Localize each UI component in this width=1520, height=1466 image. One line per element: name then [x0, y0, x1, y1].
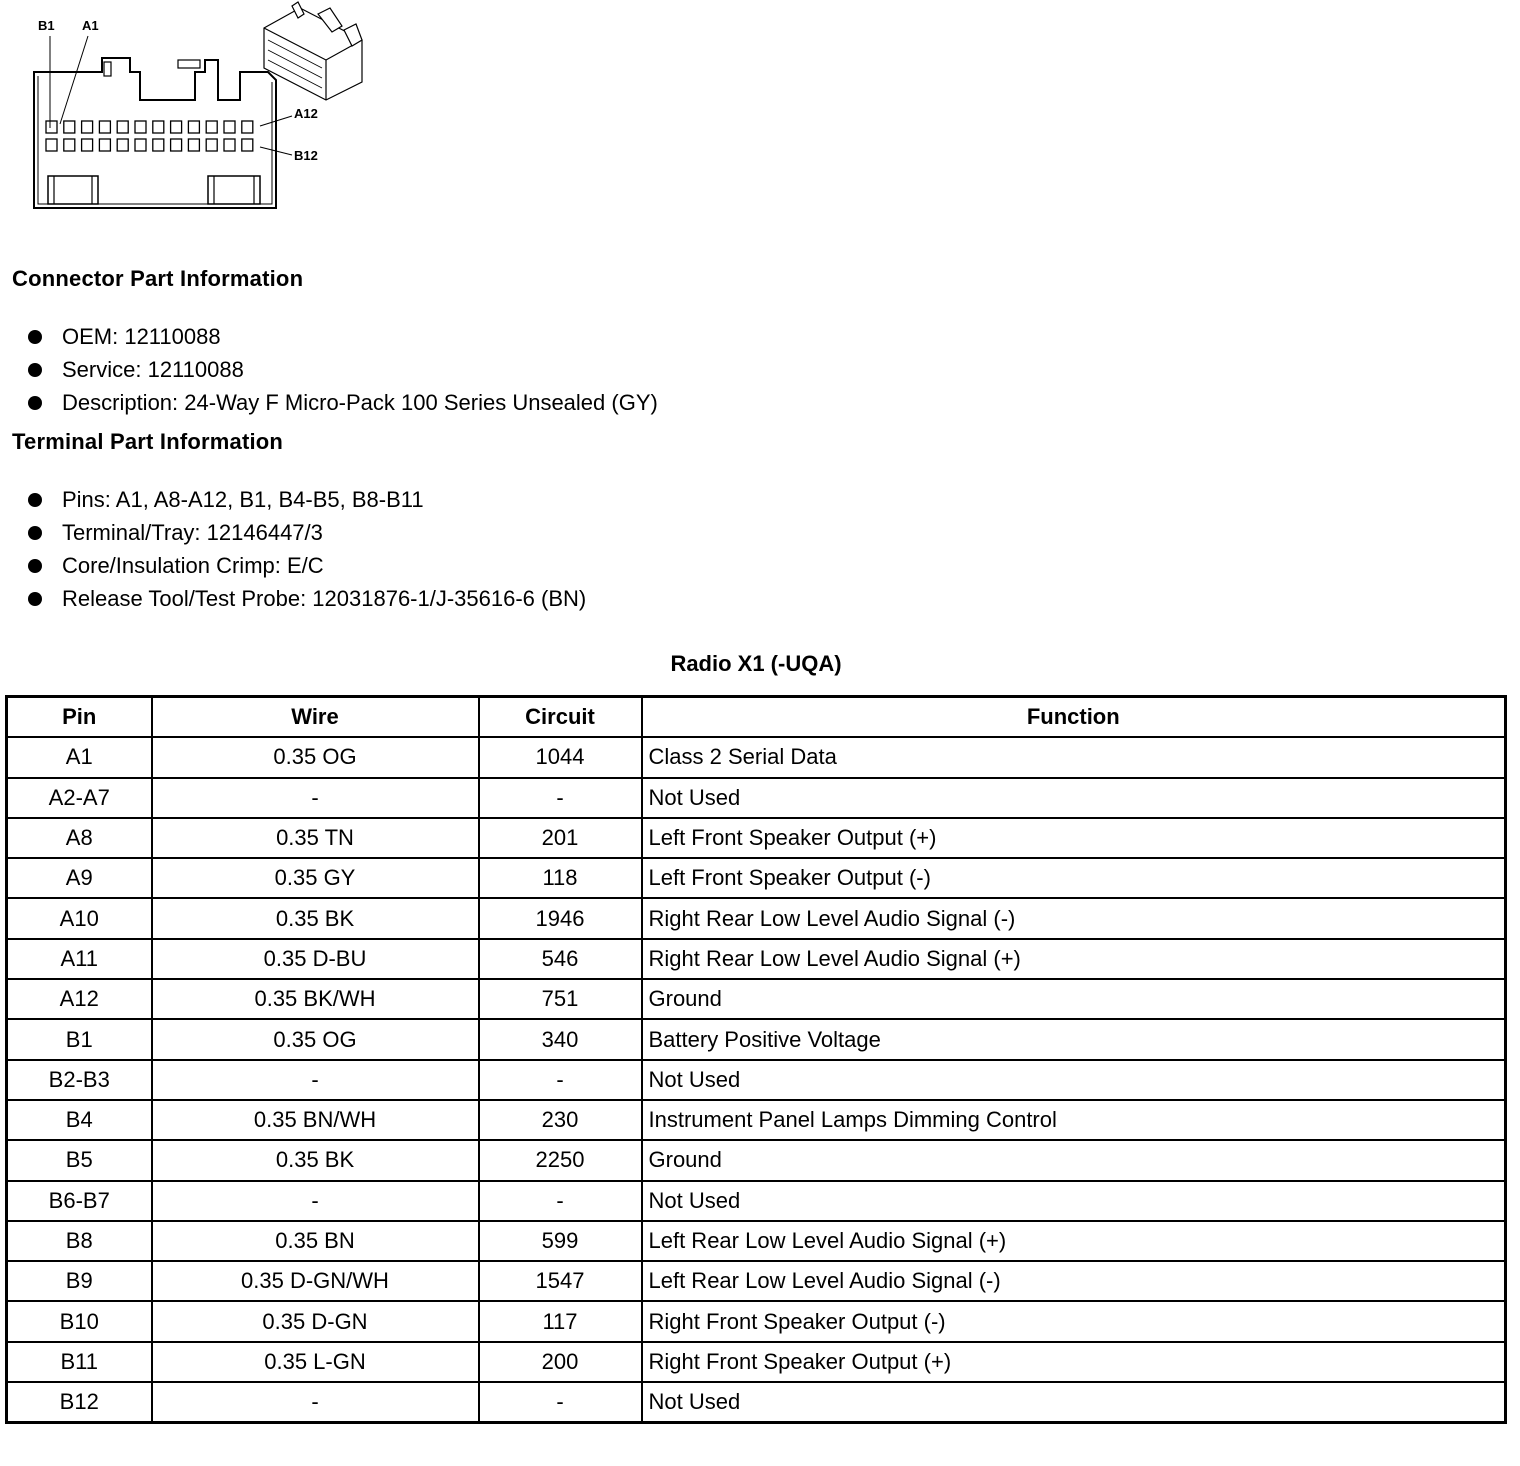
pin-cavity — [117, 139, 128, 151]
table-row — [7, 1221, 1506, 1261]
function-cell: Right Rear Low Level Audio Signal (+) — [642, 939, 1506, 979]
wire-cell: 0.35 BK — [152, 898, 479, 938]
pin-cavity — [46, 121, 57, 133]
table-caption: Radio X1 (-UQA) — [670, 651, 842, 676]
table-row — [7, 1140, 1506, 1180]
pin-cavity — [153, 139, 164, 151]
pin-cavity — [117, 121, 128, 133]
pin-cavity — [242, 139, 253, 151]
table-row — [7, 1060, 1506, 1100]
circuit-cell: 599 — [479, 1221, 642, 1261]
connector-diagram — [0, 0, 400, 230]
wire-cell: 0.35 BK — [152, 1140, 479, 1180]
function-cell: Class 2 Serial Data — [642, 737, 1506, 777]
function-cell: Right Front Speaker Output (+) — [642, 1342, 1506, 1382]
circuit-cell: 751 — [479, 979, 642, 1019]
bullet-icon — [28, 330, 42, 344]
bullet-icon — [28, 526, 42, 540]
bullet-icon — [28, 396, 42, 410]
wire-cell: 0.35 BN/WH — [152, 1100, 479, 1140]
wire-cell: 0.35 BK/WH — [152, 979, 479, 1019]
table-body — [7, 737, 1506, 1423]
connector-isometric-image — [264, 2, 362, 100]
table-row — [7, 1382, 1506, 1423]
terminal-part-info-list — [28, 483, 586, 615]
pin-cavity — [242, 121, 253, 133]
function-cell: Left Front Speaker Output (-) — [642, 858, 1506, 898]
pin-cavity — [171, 121, 182, 133]
wire-cell: - — [152, 1181, 479, 1221]
pin-cavity — [171, 139, 182, 151]
pin-cavity — [206, 121, 217, 133]
list-item — [28, 483, 586, 516]
pin-cavity — [99, 139, 110, 151]
pin-cell: B9 — [7, 1261, 152, 1301]
table-row — [7, 778, 1506, 818]
list-item — [28, 386, 658, 419]
table-header-row — [7, 697, 1506, 738]
list-item — [28, 353, 658, 386]
table-row — [7, 1342, 1506, 1382]
wire-cell: - — [152, 1060, 479, 1100]
pin-cell: A10 — [7, 898, 152, 938]
terminal-part-info-heading: Terminal Part Information — [12, 429, 284, 454]
label-b12: B12 — [294, 148, 318, 163]
pin-cavity — [206, 139, 217, 151]
pin-cavity — [135, 139, 146, 151]
wire-cell: 0.35 BN — [152, 1221, 479, 1261]
table-row — [7, 737, 1506, 777]
connector-part-info-heading: Connector Part Information — [12, 266, 304, 291]
pin-cell: B12 — [7, 1382, 152, 1423]
bullet-icon — [28, 363, 42, 377]
label-a12: A12 — [294, 106, 318, 121]
function-cell: Not Used — [642, 1181, 1506, 1221]
pin-cell: B4 — [7, 1100, 152, 1140]
list-item — [28, 549, 586, 582]
column-header-wire: Wire — [152, 697, 479, 738]
circuit-cell: 200 — [479, 1342, 642, 1382]
pin-cavity — [46, 139, 57, 151]
pin-cell: B10 — [7, 1301, 152, 1341]
circuit-cell: - — [479, 1382, 642, 1423]
pin-cavity — [224, 139, 235, 151]
table-row — [7, 818, 1506, 858]
wire-cell: 0.35 D-BU — [152, 939, 479, 979]
pin-cell: A12 — [7, 979, 152, 1019]
circuit-cell: 2250 — [479, 1140, 642, 1180]
label-b1: B1 — [38, 18, 55, 33]
circuit-cell: - — [479, 1181, 642, 1221]
pin-cavity — [224, 121, 235, 133]
pin-cell: B6-B7 — [7, 1181, 152, 1221]
pinout-table — [5, 695, 1507, 1424]
function-cell: Left Rear Low Level Audio Signal (-) — [642, 1261, 1506, 1301]
column-header-pin: Pin — [7, 697, 152, 738]
pin-cell: A11 — [7, 939, 152, 979]
table-row — [7, 898, 1506, 938]
function-cell: Ground — [642, 1140, 1506, 1180]
wire-cell: - — [152, 778, 479, 818]
list-item-text: Terminal/Tray: 12146447/3 — [62, 519, 323, 545]
wire-cell: - — [152, 1382, 479, 1423]
list-item-text: Core/Insulation Crimp: E/C — [62, 552, 324, 578]
pin-cavity — [188, 139, 199, 151]
pin-cavity — [153, 121, 164, 133]
function-cell: Ground — [642, 979, 1506, 1019]
table-row — [7, 1019, 1506, 1059]
connector-part-info-list — [28, 320, 658, 419]
table-row — [7, 1181, 1506, 1221]
function-cell: Right Rear Low Level Audio Signal (-) — [642, 898, 1506, 938]
table-row — [7, 1261, 1506, 1301]
pin-cavity — [82, 139, 93, 151]
list-item — [28, 582, 586, 615]
pin-cavity — [82, 121, 93, 133]
wire-cell: 0.35 L-GN — [152, 1342, 479, 1382]
list-item-text: Description: 24-Way F Micro-Pack 100 Series Unsealed (GY) — [62, 389, 658, 415]
pin-cell: B11 — [7, 1342, 152, 1382]
list-item — [28, 516, 586, 549]
circuit-cell: 1044 — [479, 737, 642, 777]
pin-cell: B8 — [7, 1221, 152, 1261]
function-cell: Left Front Speaker Output (+) — [642, 818, 1506, 858]
table-row — [7, 1301, 1506, 1341]
circuit-cell: 117 — [479, 1301, 642, 1341]
bullet-icon — [28, 559, 42, 573]
pin-cell: A1 — [7, 737, 152, 777]
circuit-cell: 201 — [479, 818, 642, 858]
bullet-icon — [28, 493, 42, 507]
table-row — [7, 979, 1506, 1019]
circuit-cell: 118 — [479, 858, 642, 898]
wire-cell: 0.35 D-GN — [152, 1301, 479, 1341]
list-item-text: Service: 12110088 — [62, 356, 244, 382]
pin-cell: B2-B3 — [7, 1060, 152, 1100]
pin-cell: A8 — [7, 818, 152, 858]
connector-face-drawing — [0, 0, 400, 230]
pin-cavity — [64, 139, 75, 151]
pin-cavity — [99, 121, 110, 133]
column-header-function: Function — [642, 697, 1506, 738]
function-cell: Instrument Panel Lamps Dimming Control — [642, 1100, 1506, 1140]
circuit-cell: - — [479, 778, 642, 818]
circuit-cell: 340 — [479, 1019, 642, 1059]
list-item-text: Pins: A1, A8-A12, B1, B4-B5, B8-B11 — [62, 486, 424, 512]
function-cell: Battery Positive Voltage — [642, 1019, 1506, 1059]
circuit-cell: 1547 — [479, 1261, 642, 1301]
list-item-text: OEM: 12110088 — [62, 323, 221, 349]
function-cell: Left Rear Low Level Audio Signal (+) — [642, 1221, 1506, 1261]
pin-cavity — [135, 121, 146, 133]
wire-cell: 0.35 GY — [152, 858, 479, 898]
pin-cell: B1 — [7, 1019, 152, 1059]
function-cell: Right Front Speaker Output (-) — [642, 1301, 1506, 1341]
pin-cavity — [64, 121, 75, 133]
list-item-text: Release Tool/Test Probe: 12031876-1/J-35616-6 (BN) — [62, 585, 587, 611]
pin-cell: A9 — [7, 858, 152, 898]
column-header-circuit: Circuit — [479, 697, 642, 738]
circuit-cell: 230 — [479, 1100, 642, 1140]
label-a1: A1 — [82, 18, 99, 33]
wire-cell: 0.35 TN — [152, 818, 479, 858]
wire-cell: 0.35 OG — [152, 1019, 479, 1059]
pin-cell: B5 — [7, 1140, 152, 1180]
wire-cell: 0.35 OG — [152, 737, 479, 777]
list-item — [28, 320, 658, 353]
circuit-cell: 546 — [479, 939, 642, 979]
function-cell: Not Used — [642, 1382, 1506, 1423]
table-row — [7, 858, 1506, 898]
pin-cell: A2-A7 — [7, 778, 152, 818]
circuit-cell: 1946 — [479, 898, 642, 938]
pin-cavity — [188, 121, 199, 133]
bullet-icon — [28, 592, 42, 606]
function-cell: Not Used — [642, 1060, 1506, 1100]
table-row — [7, 1100, 1506, 1140]
table-row — [7, 939, 1506, 979]
wire-cell: 0.35 D-GN/WH — [152, 1261, 479, 1301]
circuit-cell: - — [479, 1060, 642, 1100]
function-cell: Not Used — [642, 778, 1506, 818]
